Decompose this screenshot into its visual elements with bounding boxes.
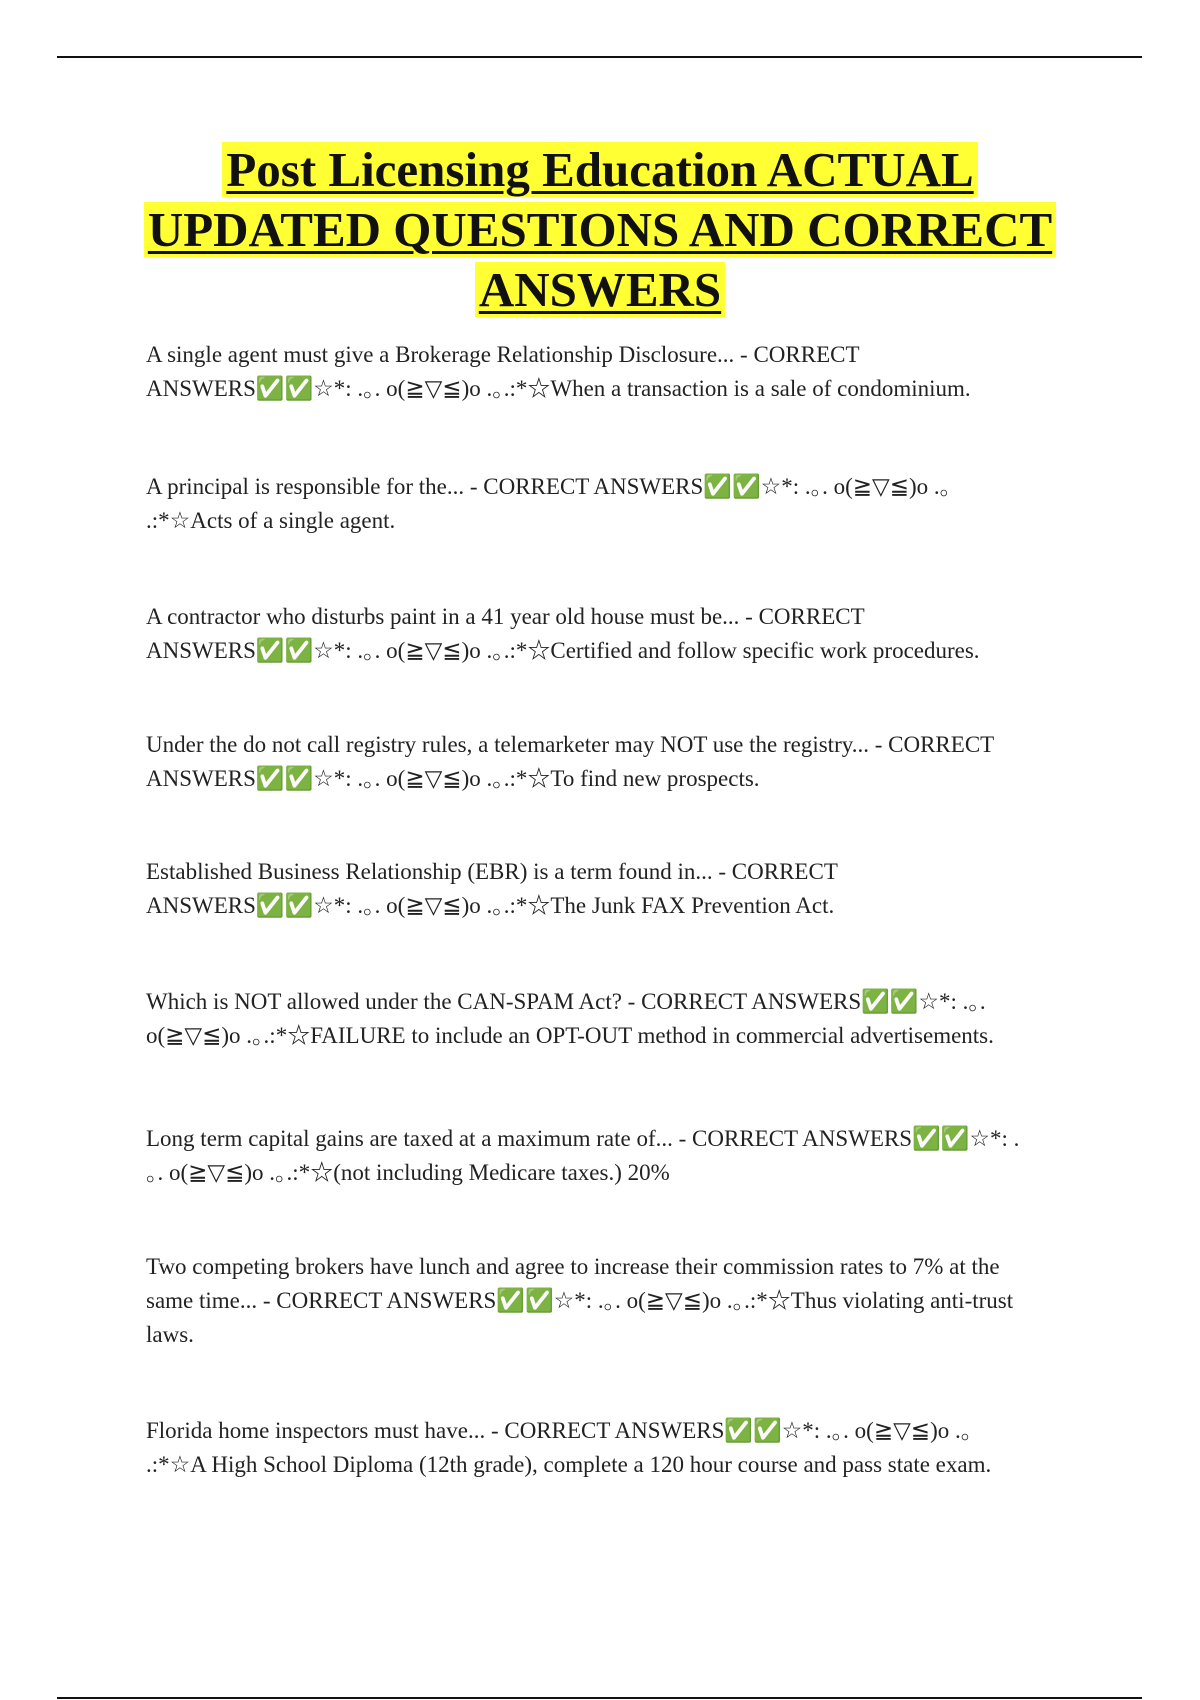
qa-line: Under the do not call registry rules, a telemarketer may NOT use the registry... - CORRECT <box>146 732 995 757</box>
qa-item-6 <box>146 985 1066 1053</box>
title-line-3: ANSWERS <box>475 262 725 317</box>
qa-line: .:*☆A High School Diploma (12th grade), complete a 120 hour course and pass state exam. <box>146 1452 992 1477</box>
qa-line: A single agent must give a Brokerage Relationship Disclosure... - CORRECT <box>146 342 860 367</box>
top-rule <box>57 56 1142 58</box>
qa-line: ｡. o(≧▽≦)o .｡.:*☆(not including Medicare taxes.) 20% <box>146 1160 670 1185</box>
qa-line: .:*☆Acts of a single agent. <box>146 508 396 533</box>
qa-line: Two competing brokers have lunch and agree to increase their commission rates to 7% at the <box>146 1254 1000 1279</box>
qa-line: same time... - CORRECT ANSWERS✅✅☆*: .｡. o(≧▽≦)o .｡.:*☆Thus violating anti-trust <box>146 1288 1014 1313</box>
qa-item-9 <box>146 1414 1066 1482</box>
document-title <box>90 140 1110 320</box>
qa-item-5 <box>146 855 1066 923</box>
qa-item-3 <box>146 600 1066 668</box>
title-line-1: Post Licensing Education ACTUAL <box>222 142 977 197</box>
qa-line: A principal is responsible for the... - CORRECT ANSWERS✅✅☆*: .｡. o(≧▽≦)o .｡ <box>146 474 952 499</box>
bottom-rule <box>57 1697 1142 1699</box>
title-line-2: UPDATED QUESTIONS AND CORRECT <box>144 202 1056 257</box>
qa-line: Which is NOT allowed under the CAN-SPAM Act? - CORRECT ANSWERS✅✅☆*: .｡. <box>146 989 986 1014</box>
qa-line: ANSWERS✅✅☆*: .｡. o(≧▽≦)o .｡.:*☆The Junk FAX Prevention Act. <box>146 893 835 918</box>
qa-line: Established Business Relationship (EBR) is a term found in... - CORRECT <box>146 859 838 884</box>
qa-item-8 <box>146 1250 1066 1352</box>
qa-line: ANSWERS✅✅☆*: .｡. o(≧▽≦)o .｡.:*☆Certified and follow specific work procedures. <box>146 638 980 663</box>
qa-line: laws. <box>146 1322 194 1347</box>
qa-line: o(≧▽≦)o .｡.:*☆FAILURE to include an OPT-OUT method in commercial advertisements. <box>146 1023 994 1048</box>
qa-item-1 <box>146 338 1066 406</box>
qa-item-7 <box>146 1122 1066 1190</box>
qa-line: ANSWERS✅✅☆*: .｡. o(≧▽≦)o .｡.:*☆When a transaction is a sale of condominium. <box>146 376 971 401</box>
qa-line: Florida home inspectors must have... - CORRECT ANSWERS✅✅☆*: .｡. o(≧▽≦)o .｡ <box>146 1418 973 1443</box>
qa-line: ANSWERS✅✅☆*: .｡. o(≧▽≦)o .｡.:*☆To find new prospects. <box>146 766 760 791</box>
qa-item-4 <box>146 728 1066 796</box>
qa-item-2 <box>146 470 1066 538</box>
qa-line: A contractor who disturbs paint in a 41 year old house must be... - CORRECT <box>146 604 865 629</box>
qa-line: Long term capital gains are taxed at a maximum rate of... - CORRECT ANSWERS✅✅☆*: . <box>146 1126 1020 1151</box>
